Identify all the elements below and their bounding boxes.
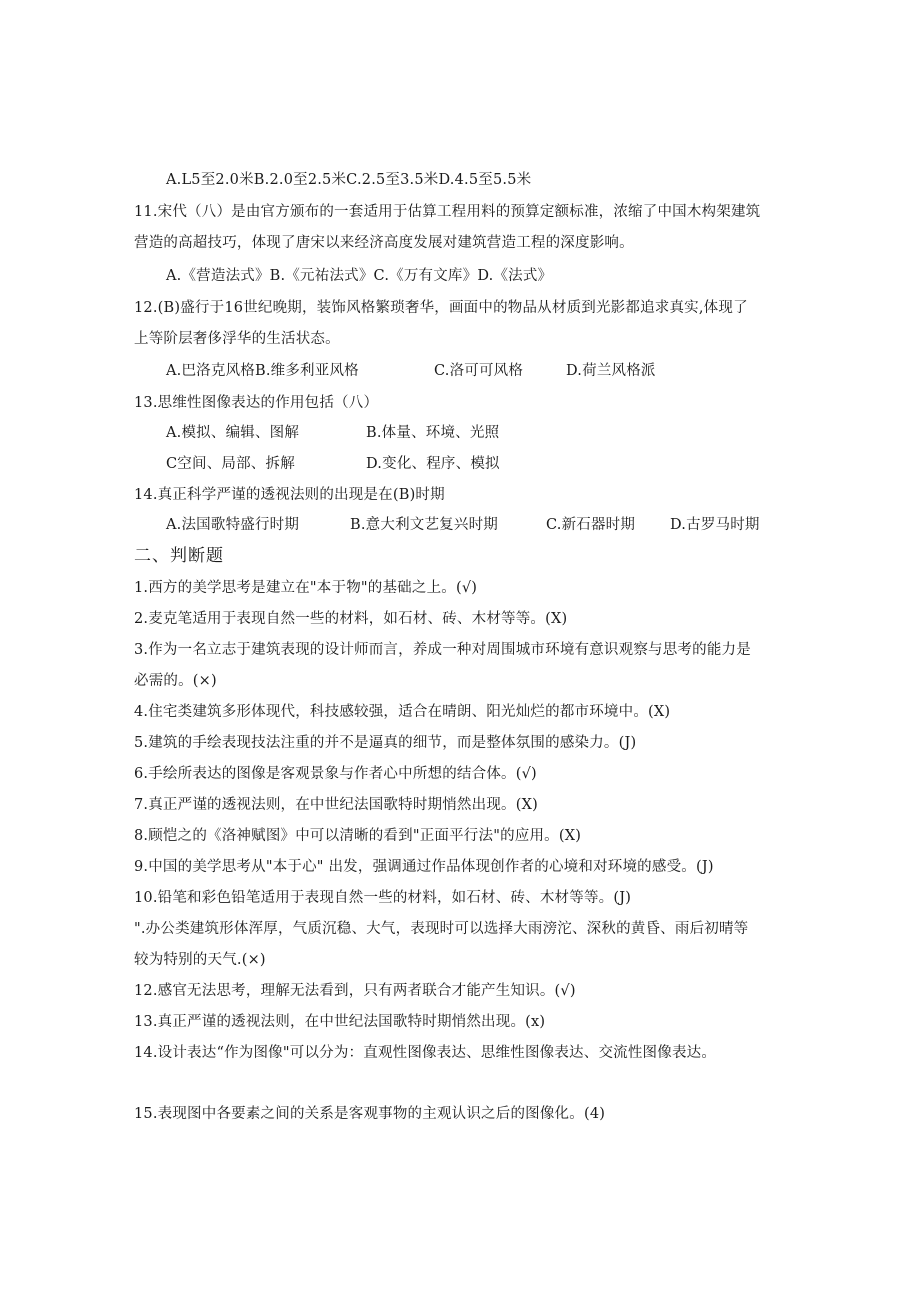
q14-option-d: D.古罗马时期	[670, 517, 760, 533]
q14-options	[166, 515, 786, 535]
q11-stem-line2: 营造的高超技巧，体现了唐宋以来经济高度发展对建筑营造工程的深度影响。	[134, 235, 634, 251]
q13-option-c: C空间、局部、拆解	[166, 456, 295, 472]
tf-item-9: 9.中国的美学思考从"本于心" 出发，强调通过作品体现创作者的心境和对环境的感受。(J)	[134, 859, 714, 875]
q13-options-row1	[166, 423, 666, 443]
tf-item-14: 14.设计表达“作为图像"可以分为：直观性图像表达、思维性图像表达、交流性图像表达。	[134, 1045, 717, 1061]
q14-option-c: C.新石器时期	[546, 517, 636, 533]
q11-stem-line1: 11.宋代（八）是由官方颁布的一套适用于估算工程用料的预算定额标准，浓缩了中国木构架建筑	[134, 204, 761, 220]
tf-item-2: 2.麦克笔适用于表现自然一些的材料，如石材、砖、木材等等。(X)	[134, 611, 568, 627]
tf-item-11-line1: ".办公类建筑形体浑厚，气质沉稳、大气，表现时可以选择大雨滂沱、深秋的黄昏、雨后初晴等	[134, 921, 749, 937]
q14-option-a: A.法国歌特盛行时期	[166, 517, 300, 533]
tf-item-12: 12.感官无法思考，理解无法看到，只有两者联合才能产生知识。(√)	[134, 983, 576, 999]
q12-options	[166, 361, 726, 381]
tf-item-3-line2: 必需的。(×)	[134, 673, 217, 689]
q14-option-b: B.意大利文艺复兴时期	[350, 517, 498, 533]
section-heading-true-false: 二、判断题	[134, 546, 224, 566]
q13-option-b: B.体量、环境、光照	[366, 425, 500, 441]
tf-item-1: 1.西方的美学思考是建立在"本于物"的基础之上。(√)	[134, 580, 478, 596]
q13-option-a: A.模拟、编辑、图解	[166, 425, 300, 441]
tf-item-11-line2: 较为特别的天气.(×)	[134, 952, 266, 968]
tf-item-15: 15.表现图中各要素之间的关系是客观事物的主观认识之后的图像化。(4)	[134, 1106, 606, 1122]
q12-stem-line1: 12.(B)盛行于16世纪晚期，装饰风格繁琐奢华，画面中的物品从材质到光影都追求真实,体现了	[134, 300, 748, 316]
q11-options: A.《营造法式》B.《元祐法式》C.《万有文库》D.《法式》	[166, 268, 553, 284]
tf-item-5: 5.建筑的手绘表现技法注重的并不是逼真的细节，而是整体氛围的感染力。(J)	[134, 735, 637, 751]
q12-stem-line2: 上等阶层奢侈浮华的生活状态。	[134, 331, 340, 347]
q13-stem: 13.思维性图像表达的作用包括（八）	[134, 395, 379, 411]
tf-item-4: 4.住宅类建筑多形体现代，科技感较强，适合在晴朗、阳光灿烂的都市环境中。(X)	[134, 704, 671, 720]
tf-item-8: 8.顾恺之的《洛神赋图》中可以清晰的看到"正面平行法"的应用。(X)	[134, 828, 582, 844]
tf-item-10: 10.铅笔和彩色铅笔适用于表现自然一些的材料，如石材、砖、木材等等。(J)	[134, 890, 632, 906]
q14-stem: 14.真正科学严谨的透视法则的出现是在(B)时期	[134, 487, 445, 503]
q13-option-d: D.变化、程序、模拟	[366, 456, 500, 472]
q12-option-c: C.洛可可风格	[434, 363, 524, 379]
tf-item-7: 7.真正严谨的透视法则，在中世纪法国歌特时期悄然出现。(X)	[134, 797, 538, 813]
q12-option-ab: A.巴洛克风格B.维多利亚风格	[166, 363, 359, 379]
q13-options-row2	[166, 454, 666, 474]
tf-item-6: 6.手绘所表达的图像是客观景象与作者心中所想的结合体。(√)	[134, 766, 537, 782]
q10-options: A.L5至2.0米B.2.0至2.5米C.2.5至3.5米D.4.5至5.5米	[166, 172, 532, 188]
tf-item-13: 13.真正严谨的透视法则，在中世纪法国歌特时期悄然出现。(x)	[134, 1014, 546, 1030]
tf-item-3-line1: 3.作为一名立志于建筑表现的设计师而言，养成一种对周围城市环境有意识观察与思考的能力是	[134, 642, 751, 658]
q12-option-d: D.荷兰风格派	[566, 363, 656, 379]
